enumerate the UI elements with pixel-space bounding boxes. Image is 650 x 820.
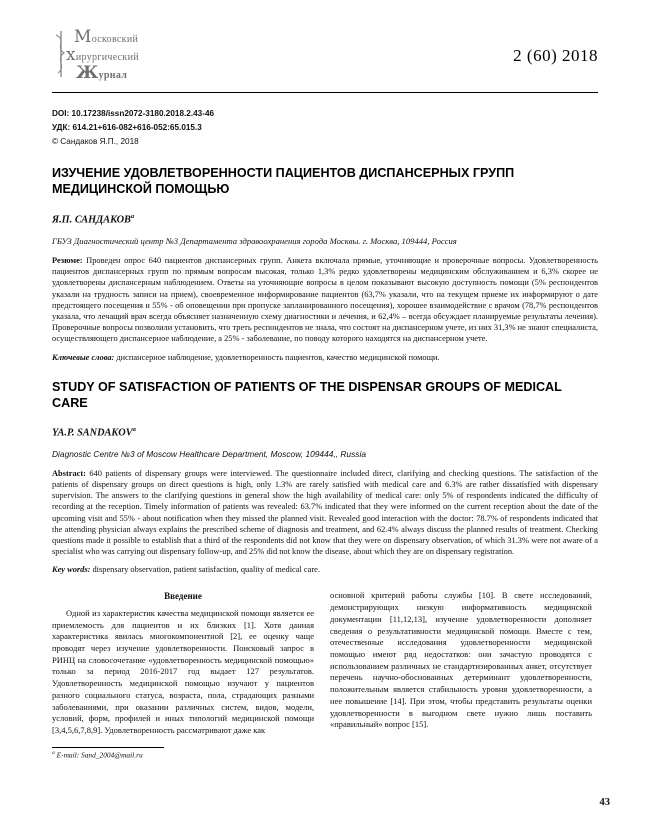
article-title-ru: ИЗУЧЕНИЕ УДОВЛЕТВОРЕННОСТИ ПАЦИЕНТОВ ДИСПАНСЕРНЫХ ГРУПП МЕДИЦИНСКОЙ ПОМОЩЬЮ bbox=[52, 166, 515, 197]
intro-text-right: основной критерий работы службы [10]. В свете исследований, демонстрирующих низкую информативность медицинской документации [11,12,13], изучение удовлетворенности дополняет сведения о результативности медицинской помощи. Вместе с тем, отечественные исследования удовлетворенности медицинской помощью имеют ряд недостатков: они зачастую проводятся с использованием различных не стандартизированных анкет, отсутствует перечень научно-обоснованных детерминант удовлетворенности, положительным является стабильность уровня удовлетворенности, а нее повышение [14]. При этом, чтобы представить результаты оценки удовлетворенности в выгодном свете нужно лишь поставить «правильный» вопрос [15]. bbox=[330, 590, 592, 730]
masthead bbox=[52, 26, 598, 86]
journal-logo bbox=[52, 29, 139, 84]
udk-line: УДК: 614.21+616-082+616-052:65.015.3 bbox=[52, 123, 202, 132]
author-en-name: YA.P. SANDAKOV bbox=[52, 427, 133, 439]
footnote-marker: a bbox=[52, 749, 55, 756]
footnote-block bbox=[52, 747, 232, 759]
abstract-en-text: 640 patients of dispensary groups were interviewed. The questionnaire included direct, clarifying and checking questions. The satisfaction of the patients of dispensary groups on direct questions is high, only 1.3% are rarely satisfied with medical care and 6.3% are rather dissatisfied with dispensary supervision. The answers to the clarifying questions in general show the high availability of medical care: only 5% of respondents indicated the difficulty of recording at the reception. Timely information of patients was revealed: 63.7% indicated that they were informed on the current reception about the date of the upcoming visit and 55% - about notification when they missed the planned visit. Revealed good interaction with the doctor: 78.7% of respondents indicated that the attending physician always explains the prescribed scheme of diagnosis and treatment, and 62.4% always discuss the planned results of treatment. Checking questions made it possible to establish that a third of the respondents did not know that they were on dispensary observation, of which 31.3% were not aware of a specialist who was carrying out dispensary follow-up, and 25% did not know the disease, about which they are on dispensary registration. bbox=[52, 468, 599, 557]
doi-line: DOI: 10.17238/issn2072-3180.2018.2.43-46 bbox=[52, 109, 215, 118]
abstract-ru bbox=[52, 255, 598, 344]
keywords-ru-text: диспансерное наблюдение, удовлетворенность пациентов, качество медицинской помощи. bbox=[116, 352, 440, 362]
footnote-text: E-mail: Sand_2004@mail.ru bbox=[54, 750, 143, 760]
abstract-en-label: Abstract: bbox=[52, 468, 86, 478]
author-ru bbox=[52, 213, 598, 225]
journal-name bbox=[64, 29, 139, 83]
issue-number: 2 (60) 2018 bbox=[513, 46, 598, 65]
author-en-affil-marker: a bbox=[132, 426, 136, 434]
introduction-section bbox=[52, 590, 598, 736]
article-title-en: STUDY OF SATISFACTION OF PATIENTS OF THE DISPENSAR GROUPS OF MEDICAL CARE bbox=[52, 379, 562, 411]
keywords-ru-label: Ключевые слова: bbox=[52, 352, 115, 362]
keywords-ru bbox=[52, 352, 598, 363]
abstract-ru-text: Проведен опрос 640 пациентов диспансерных групп. Анкета включала прямые, уточняющие и проверочные вопросы. Удовлетворенность пациентов диспансерных групп по прямым вопросам высокая, только 1,3% редко удовлетворены медицинским обслуживанием и 6,3% скорее не удовлетворены диспансерным наблюдением. Ответы на уточняющие вопросы в целом показывают высокую доступность помощи (5% респондентов указали на трудность записи на прием), своевременное информирование пациентов (63,7% указали, что на текущем приеме их информируют о дате предстоящего посещения и 55% - об оповещении при пропуске запланированного посещения), хорошее взаимодействие с врачом (78,7% респондентов указала, что лечащий врач всегда объясняет назначенную схему диагностики и лечения, и 62,4% – всегда обсуждает планируемые результаты лечения). Проверочные вопросы позволили установить, что треть респондентов не знала, что состоят на диспансерном учете, из них 31,3% не знают специалиста, осуществляющего диспансерное наблюдение, а 25% - заболевание, по поводу которого находятся на диспансерном учете. bbox=[52, 256, 599, 344]
article-meta bbox=[52, 107, 598, 149]
intro-text-left: Одной из характеристик качества медицинской помощи является ее приемлемость для пациентов и их близких [1]. Хотя данная характеристика явилась многокомпонентной [2], ее оценку чаще проводят через изучение удовлетворенности. Поисковый запрос в РИНЦ на словосочетание «удовлетворенность медицинской помощью» только за период 2016-2017 год выдает 127 результатов. Удовлетворенность медицинской помощью изучают у пациентов разного социального статуса, возраста, пола, страдающих разными заболеваниями, при оказании различных систем, видов, модели, условий, форм, профилей и иных типологий медицинской помощи [3,4,5,6,7,8,9]. Удовлетворенность рассматривают даже как bbox=[52, 607, 314, 735]
keywords-en-text: dispensary observation, patient satisfaction, quality of medical care. bbox=[92, 565, 320, 575]
journal-name-line-3: Журнал bbox=[76, 62, 128, 83]
keywords-en bbox=[52, 564, 598, 575]
affiliation-en: Diagnostic Centre №3 of Moscow Healthcare Department, Moscow, 109444,, Russia bbox=[52, 448, 366, 459]
author-email-footnote bbox=[52, 750, 232, 759]
section-heading-introduction: Введение bbox=[164, 591, 202, 602]
footnote-divider bbox=[52, 747, 164, 748]
intro-column-right bbox=[330, 590, 592, 736]
abstract-en bbox=[52, 468, 598, 557]
intro-column-left bbox=[52, 590, 314, 736]
author-ru-name: Я.П. САНДАКОВ bbox=[52, 214, 131, 226]
journal-name-line-1: Московский bbox=[74, 27, 139, 48]
copyright-line: © Сандаков Я.П., 2018 bbox=[52, 137, 139, 146]
keywords-en-label: Key words: bbox=[52, 565, 91, 575]
header-divider bbox=[52, 92, 598, 93]
affiliation-ru: ГБУЗ Диагностический центр №3 Департамента здравоохранения города Москвы. г. Москва, 109444, Россия bbox=[52, 236, 457, 247]
page-number: 43 bbox=[599, 797, 610, 808]
journal-name-line-2: хирургический bbox=[66, 45, 139, 66]
abstract-ru-label: Резюме: bbox=[52, 256, 83, 266]
author-en bbox=[52, 426, 598, 438]
author-ru-affil-marker: a bbox=[130, 212, 135, 220]
